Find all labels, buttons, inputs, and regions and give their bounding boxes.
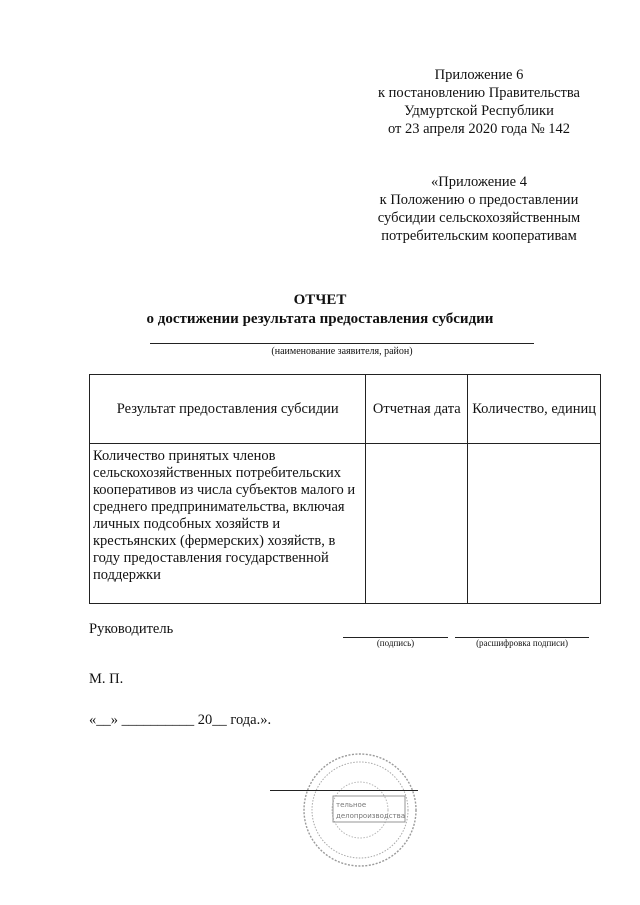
svg-text:делопроизводства: делопроизводства	[336, 812, 406, 820]
signature-caption: (подпись)	[376, 638, 415, 648]
header-result: Результат предоставления субсидии	[90, 375, 366, 444]
appendix-main-line1: Приложение 6	[434, 67, 524, 83]
stamp-signature-line	[270, 790, 418, 791]
appendix-sub-line4: потребительским кооперативам	[381, 228, 577, 244]
appendix-sub-line2: к Положению о предоставлении	[379, 192, 579, 208]
appendix-sub-line3: субсидии сельскохозяйственным	[377, 210, 581, 226]
seal-label: М. П.	[89, 671, 124, 687]
header-quantity: Количество, единиц	[468, 375, 601, 444]
appendix-main-line4: от 23 апреля 2020 года № 142	[387, 121, 571, 137]
cell-result: Количество принятых членов сельскохозяйственных потребительских кооперативов из числа субъектов малого и среднего предпринимательства, включая личных подсобных хозяйств и крестьянских (фермерских) хозяйств, в году предоставления государственной поддержки	[90, 444, 366, 604]
appendix-sub-block	[368, 173, 590, 245]
report-title: ОТЧЕТ	[293, 292, 347, 308]
report-table	[89, 374, 601, 604]
report-subtitle: о достижении результата предоставления субсидии	[146, 311, 494, 327]
date-line: «__» __________ 20__ года.».	[89, 712, 272, 728]
applicant-caption: (наименование заявителя, район)	[271, 346, 413, 357]
applicant-fill-line	[150, 343, 534, 344]
official-stamp	[300, 750, 420, 870]
signature-label: Руководитель	[89, 621, 174, 637]
appendix-main-line2: к постановлению Правительства	[378, 85, 580, 101]
cell-report-date	[366, 444, 468, 604]
stamp-seal-icon	[300, 750, 420, 870]
appendix-main-block	[368, 66, 590, 138]
table-header-row	[90, 375, 601, 444]
table-row	[90, 444, 601, 604]
appendix-main-line3: Удмуртской Республики	[404, 103, 554, 119]
appendix-sub-line1: «Приложение 4	[431, 174, 527, 190]
svg-text:тельное: тельное	[336, 801, 367, 809]
header-report-date: Отчетная дата	[366, 375, 468, 444]
decoding-caption: (расшифровка подписи)	[476, 638, 568, 648]
cell-quantity	[468, 444, 601, 604]
